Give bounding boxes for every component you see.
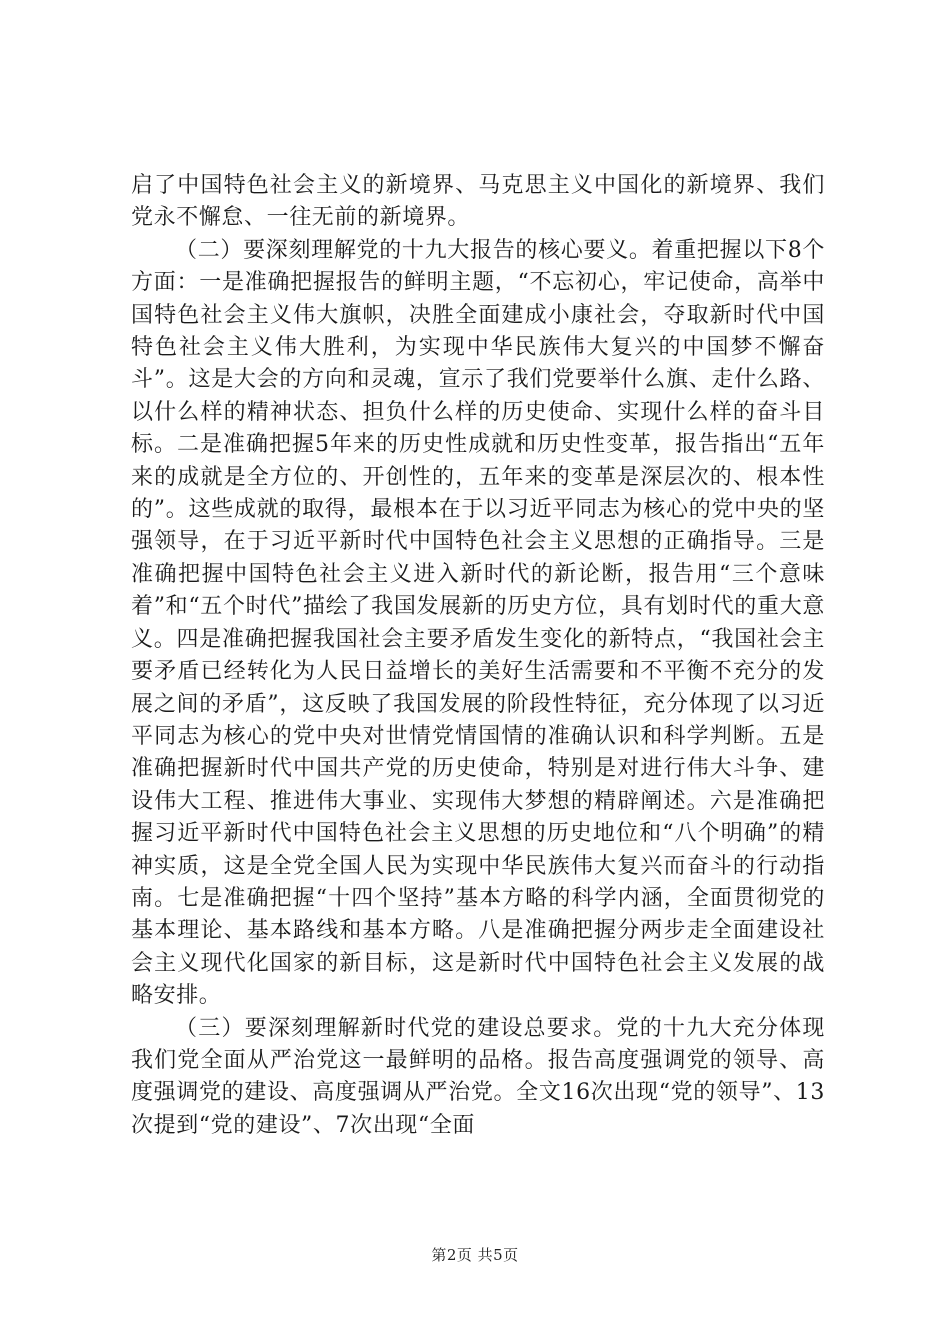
document-body xyxy=(131,170,825,1142)
paragraph-continuation: 启了中国特色社会主义的新境界、马克思主义中国化的新境界、我们党永不懈怠、一往无前的新境界。 xyxy=(131,173,825,231)
paragraph-party-building: （三）要深刻理解新时代党的建设总要求。党的十九大充分体现我们党全面从严治党这一最鲜明的品格。报告高度强调党的领导、高度强调党的建设、高度强调从严治党。全文16次出现“党的领导”、13次提到“党的建设”、7次出现“全面 xyxy=(131,1015,825,1138)
page-number-footer: 第2页 共5页 xyxy=(431,1246,519,1264)
paragraph-core-essentials: （二）要深刻理解党的十九大报告的核心要义。着重把握以下8个方面：一是准确把握报告的鲜明主题，“不忘初心，牢记使命，高举中国特色社会主义伟大旗帜，决胜全面建成小康社会，夺取新时代中国特色社会主义伟大胜利，为实现中华民族伟大复兴的中国梦不懈奋斗”。这是大会的方向和灵魂，宣示了我们党要举什么旗、走什么路、以什么样的精神状态、担负什么样的历史使命、实现什么样的奋斗目标。二是准确把握5年来的历史性成就和历史性变革，报告指出“五年来的成就是全方位的、开创性的，五年来的变革是深层次的、根本性的”。这些成就的取得，最根本在于以习近平同志为核心的党中央的坚强领导，在于习近平新时代中国特色社会主义思想的正确指导。三是准确把握中国特色社会主义进入新时代的新论断，报告用“三个意味着”和“五个时代”描绘了我国发展新的历史方位，具有划时代的重大意义。四是准确把握我国社会主要矛盾发生变化的新特点，“我国社会主要矛盾已经转化为人民日益增长的美好生活需要和不平衡不充分的发展之间的矛盾”，这反映了我国发展的阶段性特征，充分体现了以习近平同志为核心的党中央对世情党情国情的准确认识和科学判断。五是准确把握新时代中国共产党的历史使命，特别是对进行伟大斗争、建设伟大工程、推进伟大事业、实现伟大梦想的精辟阐述。六是准确把握习近平新时代中国特色社会主义思想的历史地位和“八个明确”的精神实质，这是全党全国人民为实现中华民族伟大复兴而奋斗的行动指南。七是准确把握“十四个坚持”基本方略的科学内涵，全面贯彻党的基本理论、基本路线和基本方略。八是准确把握分两步走全面建设社会主义现代化国家的新目标，这是新时代中国特色社会主义发展的战略安排。 xyxy=(131,237,825,1009)
